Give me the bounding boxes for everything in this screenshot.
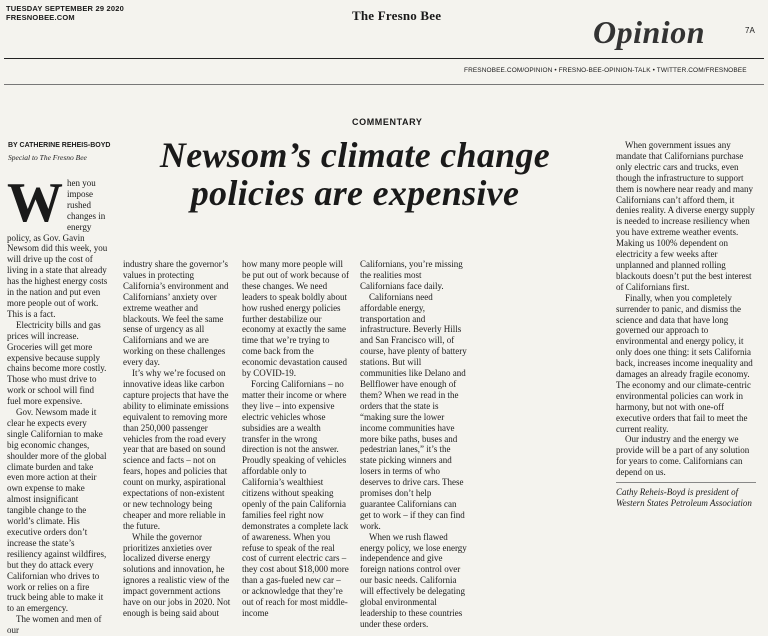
paragraph: how many more people will be put out of work because of these changes. We need leaders to speak boldly about how rushed energy policies further destabilize our economy at exactly the same time that we’re trying to come back from the economic devastation caused by COVID-19. [242,259,349,379]
byline-role: Special to The Fresno Bee [8,153,87,162]
article-column-3 [242,259,350,619]
drop-cap: W [7,172,63,234]
article-column-5 [616,140,756,509]
dateline [6,4,124,22]
paragraph: The women and men of our [7,614,102,636]
article-column-2 [123,259,233,619]
social-links: FRESNOBEE.COM/OPINION • FRESNO-BEE-OPINION-TALK • TWITTER.COM/FRESNOBEE [464,67,747,74]
kicker: COMMENTARY [352,117,423,127]
paragraph: Finally, when you completely surrender to panic, and dismiss the science and data that have long governed our approach to environmental and energy policy, it only does one thing: it sets California back, increases income inequality and damages an already fragile economy. The economy and our climate-centric environmental policies can work in harmony, but not with one-off executive orders that fail to meet the current reality. [616,292,753,434]
paragraph: It’s why we’re focused on innovative ideas like carbon capture projects that have the ability to eliminate emissions equivalent to removing more than 250,000 passenger vehicles from the road every year that are based on sound science and facts – not on fears, hopes and policies that count on murky, aspirational expectations of non-existent or new technology being cheaper and more reliable in the future. [123,368,229,531]
headline-line-1: Newsom’s climate change [159,135,551,175]
headline-line-2: policies are expensive [190,173,520,213]
paragraph: Gov. Newsom made it clear he expects every single Californian to make big economic changes, shoulder more of the global climate burden and take even more action at their own expense to make almost insignificant tangible change to the world’s climate. His executive orders don’t increase the state’s resiliency against wildfires, but they do attack every Californian who drives to work or relies on a fire truck being able to make it to an emergency. [7,407,107,614]
article-column-4 [360,259,468,630]
headline [112,136,598,212]
paragraph: Californians, you’re missing the realities most Californians face daily. [360,259,463,291]
paragraph: Our industry and the energy we provide will be a part of any solution for years to come. Californians can depend on us. [616,434,750,478]
page-number: 7A [745,26,755,35]
paragraph: When you impose rushed changes in energy policy, as Gov. Gavin Newsom did this week, you will drive up the cost of living in a state that already has the highest energy costs in the nation and put even more people out of work. This is a fact. [7,172,108,319]
header-rule [4,58,764,59]
article-column-1 [7,172,109,636]
section-title: Opinion [593,14,705,50]
paragraph: Forcing Californians – no matter their income or where they live – into expensive electric vehicles whose subsidies are a wealth transfer in the wrong direction is not the answer. Proudly speaking of vehicles affordable only to California’s wealthiest citizens without speaking openly of the pain California families feel right now demonstrates a complete lack of awareness. When you refuse to speak of the real cost of current electric cars – they cost about $18,000 more than a gas-fueled new car – or acknowledge that they’re out of reach for most middle-income [242,378,349,618]
paragraph: Electricity bills and gas prices will increase. Groceries will get more expensive because supply chains become more costly. Those who must drive to work or school will find fuel more expensive. [7,319,107,407]
signature-rule [616,482,756,483]
paragraph: Californians need affordable energy, transportation and infrastructure. Beverly Hills and San Francisco will, of course, have plenty of battery stations. But will communities like Delano and Bellflower have enough of them? When we read in the orders that the state is “making sure the lower income communities have more bike paths, buses and pedestrian lanes,” it’s the state picking winners and losers in terms of who deserves to drive cars. These promises don’t help guarantee Californians can get to work – if they can find work. [360,291,467,531]
byline: BY CATHERINE REHEIS-BOYD [8,142,111,149]
paragraph: While the governor prioritizes anxieties over localized diverse energy solutions and innovation, he ignores a realistic view of the impact government actions have on our jobs in 2020. Not enough is being said about [123,531,231,618]
issue-date: TUESDAY SEPTEMBER 29 2020 [6,4,124,13]
author-signature: Cathy Reheis-Boyd is president of Western States Petroleum Association [616,487,752,508]
masthead: The Fresno Bee [352,8,442,23]
header-divider [4,84,764,85]
paragraph: industry share the governor’s values in protecting California’s environment and Californians’ anxiety over extreme weather and blackouts. We feel the same sense of urgency as all Californians and we are working on these challenges every day. [123,259,229,368]
paragraph: When government issues any mandate that Californians purchase only electric cars and trucks, even though the infrastructure to support them is nowhere near ready and many Californians can’t afford them, it denies reality. A diverse energy supply is needed to increase resiliency when you have extreme weather events. Making us 100% dependent on electricity a few weeks after unplanned and planned rolling blackouts doesn’t put the best interest of Californians first. [616,140,755,292]
site-url: FRESNOBEE.COM [6,13,75,22]
paragraph: When we rush flawed energy policy, we lose energy independence and give foreign nations control over our basic needs. California will effectively be delegating global environmental leadership to these countries under these orders. [360,531,467,629]
